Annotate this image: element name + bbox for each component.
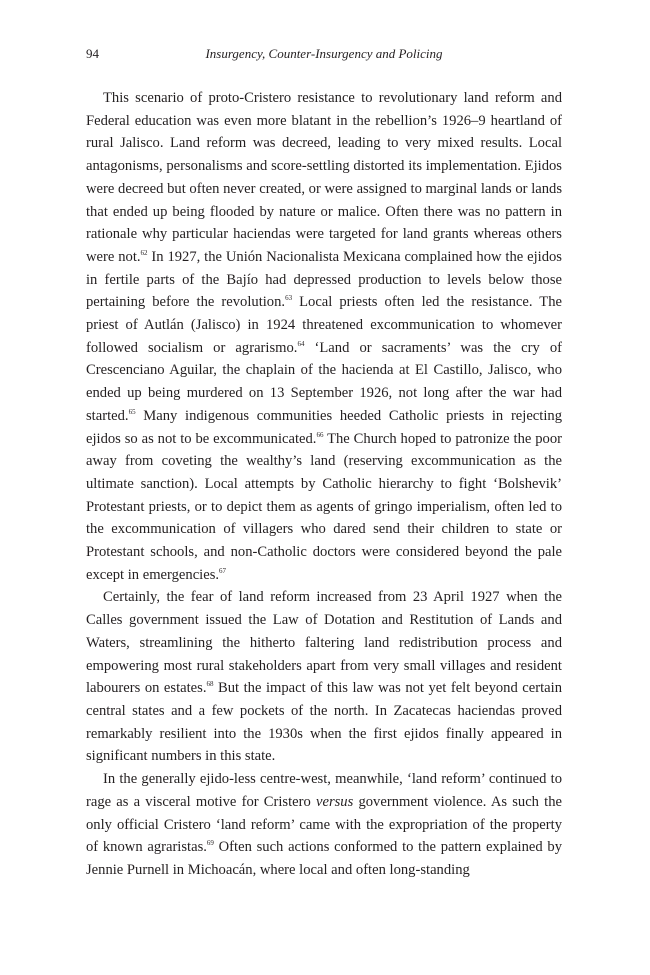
page-header [86,44,562,64]
body-text [86,87,562,882]
paragraph-text: The Church hoped to patronize the poor away from coveting the wealthy’s land (reserving excommunication as the ultimate sanction). Local attempts by Catholic hierarchy to fight ‘Bolshevik’ Protestant priests, or to depict them as agents of gringo imperialism, often led to the excommunication of villagers who dared send their children to state or Protestant schools, and non-Catholic doctors were considered beyond the pale except in emergencies. [86,430,562,583]
footnote-ref: 62 [140,248,148,257]
page-number: 94 [86,46,99,61]
paragraph-text: In the generally ejido-less centre-west, meanwhile, ‘land reform’ continued to rage as a visceral motive for Cristero [86,771,562,810]
paragraph-text: Local priests often led the resistance. The priest of Autlán (Jalisco) in 1924 threatened excommunication to whomever followed socialism or agrarismo. [86,294,562,356]
footnote-ref: 67 [219,566,227,575]
footnote-ref: 63 [285,294,293,303]
footnote-ref: 65 [128,407,136,416]
paragraph [86,586,562,768]
paragraph-text: government violence. As such the only official Cristero ‘land reform’ came with the expropriation of the property of known agraristas. [86,793,562,856]
paragraph-text: Often such actions conformed to the pattern explained by Jennie Purnell in Michoacán, where local and often long-standing [86,839,562,878]
footnote-ref: 68 [206,680,214,689]
paragraph [86,768,562,882]
footnote-ref: 64 [297,339,305,348]
paragraph-text: In 1927, the Unión Nacionalista Mexicana complained how the ejidos in fertile parts of the Bajío had depressed production to levels below those pertaining before the revolution. [86,248,562,311]
paragraph-text: ‘Land or sacraments’ was the cry of Crescenciano Aguilar, the chaplain of the hacienda at El Castillo, Jalisco, who ended up being murdered on 13 September 1926, not long after the war had started. [86,339,562,424]
paragraph-text: This scenario of proto-Cristero resistance to revolutionary land reform and Federal education was even more blatant in the rebellion’s 1926–9 heartland of rural Jalisco. Land reform was decreed, leading to very mixed results. Local antagonisms, personalisms and score-settling distorted its implementation. Ejidos were decreed but often never created, or were assigned to marginal lands or lands that ended up being flooded by nature or malice. Often there was no pattern in rationale why particular haciendas were targeted for land grants whereas others were not. [86,90,562,265]
paragraph-text: Certainly, the fear of land reform increased from 23 April 1927 when the Calles government issued the Law of Dotation and Restitution of Lands and Waters, streamlining the hitherto faltering land redistribution process and empowering most rural stakeholders apart from very small villages and resident labourers on estates. [86,589,562,697]
footnote-ref: 66 [316,430,324,439]
running-head: Insurgency, Counter-Insurgency and Policing [205,46,443,61]
paragraph [86,87,562,586]
italic-text: versus [315,793,354,810]
footnote-ref: 69 [206,839,214,848]
paragraph-text: But the impact of this law was not yet felt beyond certain central states and a few pockets of the north. In Zacatecas haciendas proved remarkably resilient into the 1930s when the first ejidos finally appeared in significant numbers in this state. [86,680,562,765]
paragraph-text: Many indigenous communities heeded Catholic priests in rejecting ejidos so as not to be excommunicated. [86,407,562,447]
